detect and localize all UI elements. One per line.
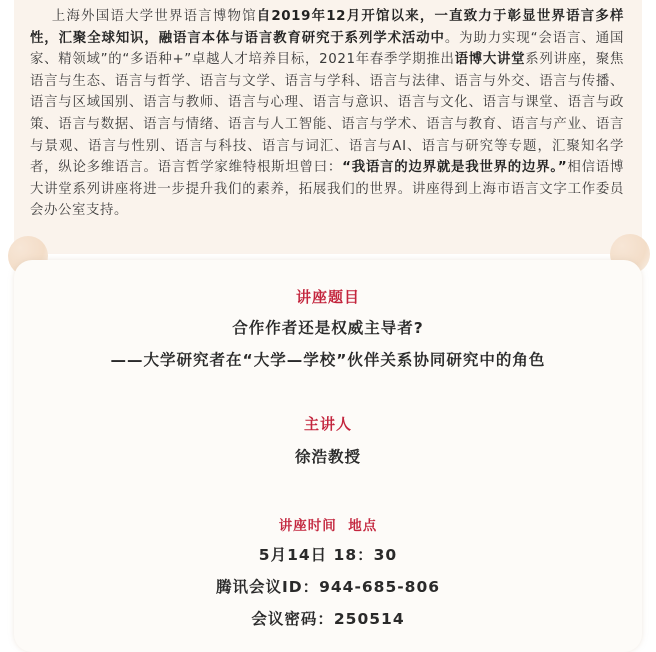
intro-text-1: 上海外国语大学世界语言博物馆	[51, 9, 257, 24]
intro-text-3: 系列讲座，聚焦语言与生态、语言与哲学、语言与文学、语言与学科、语言与法律、语言与外交、语言与传播、语言与区域国别、语言与教师、语言与心理、语言与意识、语言与文化、语言与课堂、语言与政策、语言与数据、语言与情绪、语言与人工智能、语言与学术、语言与教育、语言与产业、语言与景观、语言与性别、语言与科技、语言与词汇、语言与AI、语言与研究等专题，汇聚知名学者，纵论多维语言。语言哲学家维特根斯坦曾曰：	[30, 52, 624, 176]
meeting-id-row	[14, 575, 642, 597]
time-row	[14, 543, 642, 565]
intro-text-4: 相信语博大讲堂系列讲座将进一步提升我们的素养，拓展我们的世界。讲座得到上海市语言文字工作委员会办公室支持。	[30, 160, 624, 219]
intro-card	[14, 0, 642, 254]
time-section	[14, 514, 642, 534]
speaker-name: 徐浩教授	[294, 448, 361, 466]
intro-text-2: 。为助力实现“会语言、通国家、精领域”的“多语种+”卓越人才培养目标，2021年春季学期推出	[30, 30, 624, 68]
intro-bold-3: “我语言的边界就是我世界的边界。”	[342, 160, 568, 176]
intro-paragraph	[30, 6, 624, 222]
meeting-id: 腾讯会议ID：944-685-806	[215, 578, 441, 596]
password-row	[14, 607, 642, 629]
lecture-title-line2: ——大学研究者在“大学—学校”伙伴关系协同研究中的角色	[110, 351, 546, 369]
title-line-2-row	[14, 348, 642, 370]
speaker-heading: 主讲人	[303, 415, 352, 433]
meeting-password: 会议密码：250514	[251, 610, 405, 628]
intro-bold-2: 语博大讲堂	[454, 52, 526, 68]
lecture-time: 5月14日 18：30	[258, 546, 398, 564]
topic-heading: 讲座题目	[295, 288, 360, 306]
lecture-title-line1: 合作作者还是权威主导者?	[232, 319, 424, 337]
speaker-row	[14, 445, 642, 467]
time-location-heading: 讲座时间 地点	[278, 518, 378, 534]
title-line-1-row	[14, 316, 642, 338]
lecture-info-card	[14, 260, 642, 652]
topic-section	[14, 286, 642, 307]
speaker-section	[14, 413, 642, 434]
intro-bold-1: 自2019年12月开馆以来，一直致力于彰显世界语言多样性，汇聚全球知识，融语言本体与语言教育研究于系列学术活动中	[30, 9, 624, 46]
